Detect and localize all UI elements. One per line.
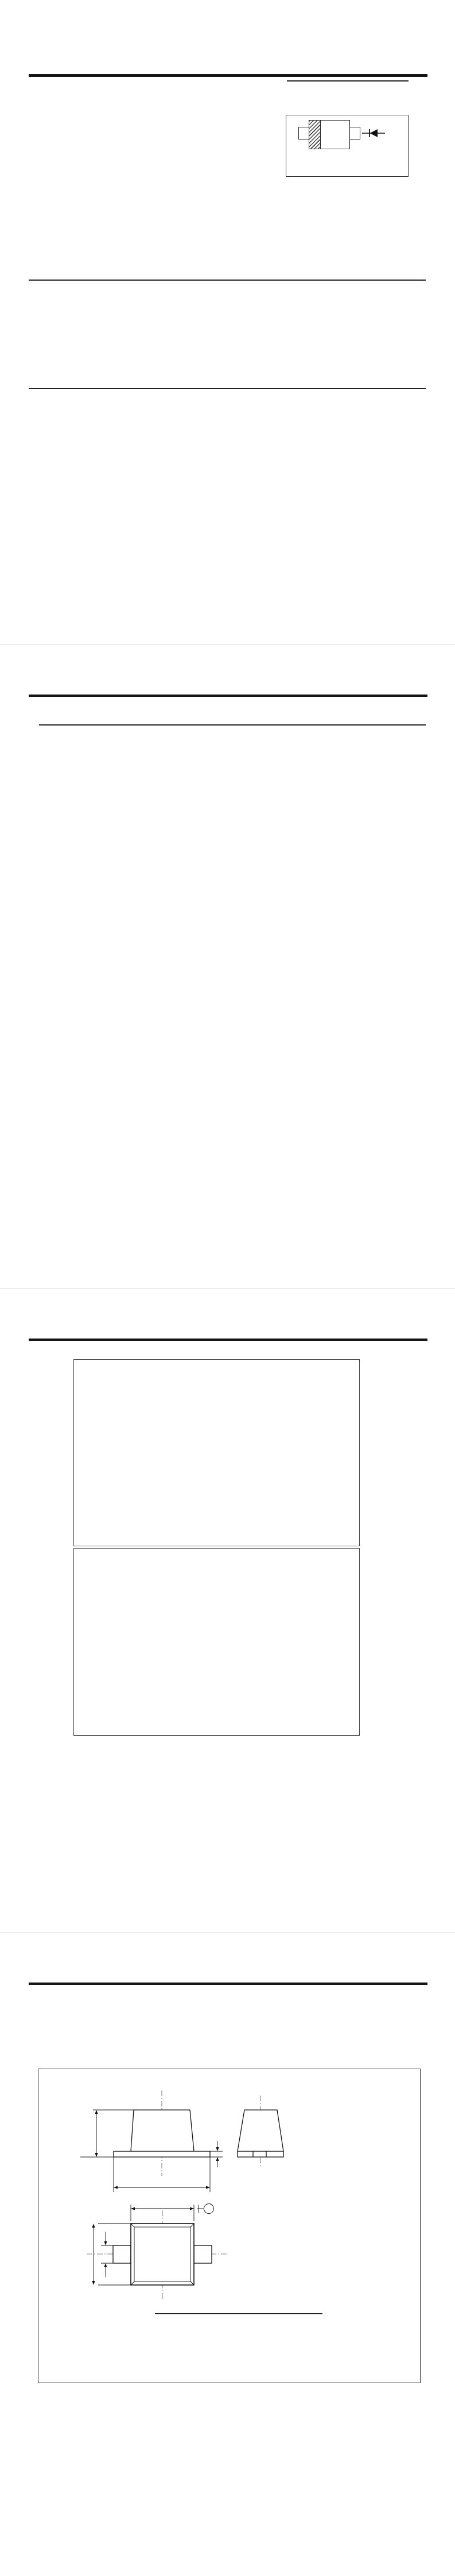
header-rule bbox=[29, 1339, 427, 1341]
zener-characteristics-table bbox=[39, 724, 426, 726]
brand-logo bbox=[330, 1293, 426, 1342]
breakdown-chart-1 bbox=[74, 1360, 359, 1546]
page-4 bbox=[0, 1932, 455, 2576]
characteristics-table-1 bbox=[29, 388, 426, 389]
header-rule bbox=[29, 74, 427, 77]
dimension-table bbox=[155, 2313, 322, 2314]
abs-max-table bbox=[29, 280, 426, 281]
brand-logo bbox=[321, 14, 427, 69]
pinning-table bbox=[287, 80, 409, 82]
cathode-band bbox=[309, 121, 321, 149]
package-figure-box bbox=[38, 2069, 421, 2383]
brand-logo bbox=[330, 1937, 426, 1986]
package-body bbox=[309, 120, 350, 149]
brand-logo bbox=[330, 649, 426, 698]
page-1 bbox=[0, 0, 455, 644]
page-3 bbox=[0, 1288, 455, 1932]
package-pictogram-box bbox=[286, 115, 409, 177]
header-rule bbox=[29, 1983, 427, 1985]
breakdown-chart-box-1 bbox=[73, 1359, 360, 1546]
package-lead-left bbox=[298, 127, 310, 139]
breakdown-chart-2 bbox=[74, 1549, 359, 1735]
page-2 bbox=[0, 644, 455, 1288]
breakdown-chart-box-2 bbox=[73, 1548, 360, 1736]
diode-symbol-icon bbox=[362, 128, 387, 138]
package-lead-right bbox=[349, 127, 360, 139]
header-rule bbox=[29, 695, 427, 697]
package-outline-drawing bbox=[38, 2069, 420, 2383]
derating-curve-chart bbox=[86, 1727, 333, 1882]
